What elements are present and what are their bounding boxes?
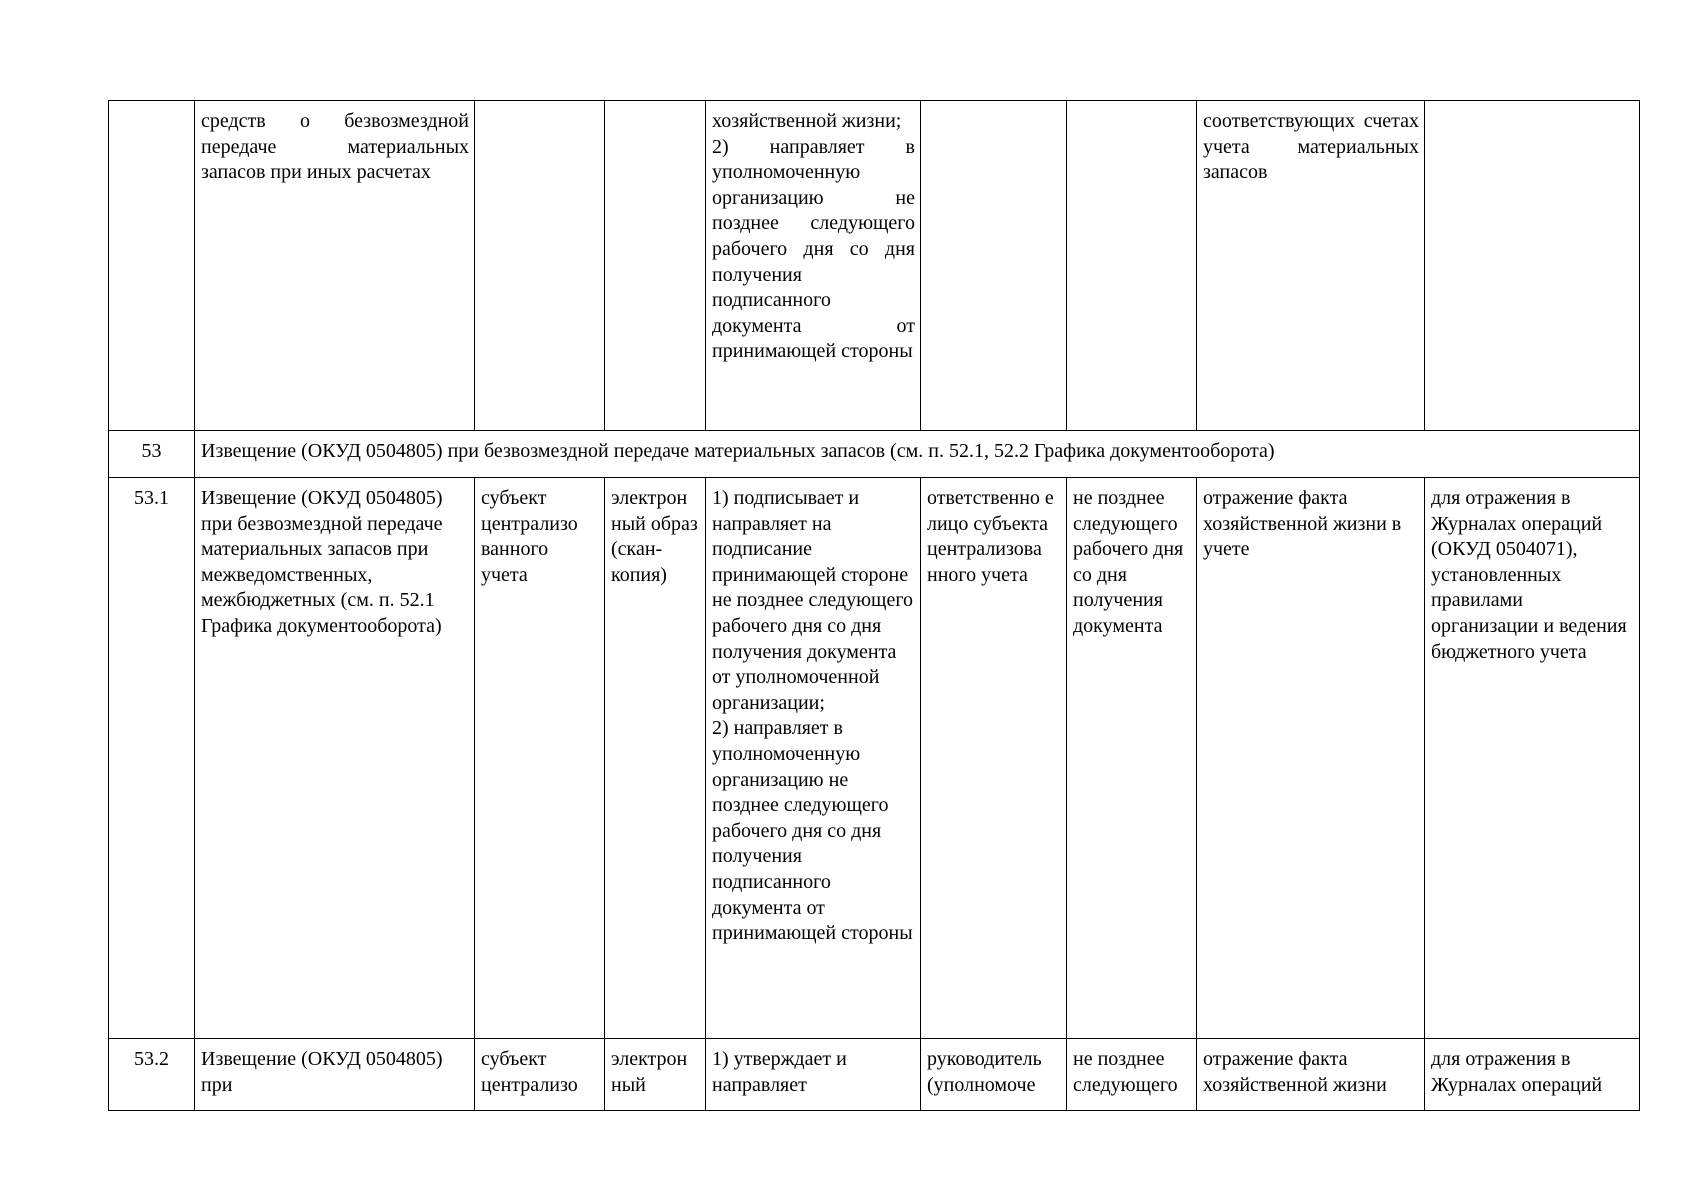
responsible-person-cell: руководитель (уполномоче [921,1039,1067,1111]
row-number: 53.2 [109,1039,195,1111]
responsible-person-cell: ответственно е лицо субъекта централизова нного учета [921,478,1067,1039]
document-name-cell: Извещение (ОКУД 0504805) при безвозмездной передаче материальных запасов при межведомственных, межбюджетных (см. п. 52.1 Графика документооборота) [195,478,475,1039]
responsible-creator-cell: субъект централизо [475,1039,605,1111]
purpose-cell: соответствующих счетах учета материальных запасов [1197,101,1425,431]
purpose-cell: отражение факта хозяйственной жизни в учете [1197,478,1425,1039]
note-cell: для отражения в Журналах операций [1425,1039,1640,1111]
action-cell: 1) подписывает и направляет на подписание принимающей стороне не позднее следующего рабочего дня со дня получения документа от уполномоченной организации; 2) направляет в уполномоченную организацию не позднее следующего рабочего дня со дня получения подписанного документа от принимающей стороны [706,478,921,1039]
table-row-53-1 [109,478,1640,1039]
document-form-cell [605,101,706,431]
row-number: 53.1 [109,478,195,1039]
document-name-cell: средств о безвозмездной передаче материальных запасов при иных расчетах [195,101,475,431]
action-cell: 1) утверждает и направляет [706,1039,921,1111]
deadline-cell: не позднее следующего рабочего дня со дня получения документа [1067,478,1197,1039]
deadline-cell [1067,101,1197,431]
row-number: 53 [109,431,195,478]
note-cell: для отражения в Журналах операций (ОКУД 0504071), установленных правилами организации и ведения бюджетного учета [1425,478,1640,1039]
row-number [109,101,195,431]
document-table [108,100,1640,1111]
responsible-creator-cell [475,101,605,431]
responsible-person-cell [921,101,1067,431]
section-title-cell: Извещение (ОКУД 0504805) при безвозмездной передаче материальных запасов (см. п. 52.1, 52.2 Графика документооборота) [195,431,1640,478]
responsible-creator-cell: субъект централизо ванного учета [475,478,605,1039]
table-row-53-2 [109,1039,1640,1111]
note-cell [1425,101,1640,431]
document-form-cell: электрон ный [605,1039,706,1111]
table-row-section-53 [109,431,1640,478]
purpose-cell: отражение факта хозяйственной жизни [1197,1039,1425,1111]
action-cell: хозяйственной жизни; 2) направляет в уполномоченную организацию не позднее следующего рабочего дня со дня получения подписанного документа от принимающей стороны [706,101,921,431]
deadline-cell: не позднее следующего [1067,1039,1197,1111]
table-row-continued [109,101,1640,431]
document-form-cell: электрон ный образ (скан-копия) [605,478,706,1039]
document-name-cell: Извещение (ОКУД 0504805) при [195,1039,475,1111]
